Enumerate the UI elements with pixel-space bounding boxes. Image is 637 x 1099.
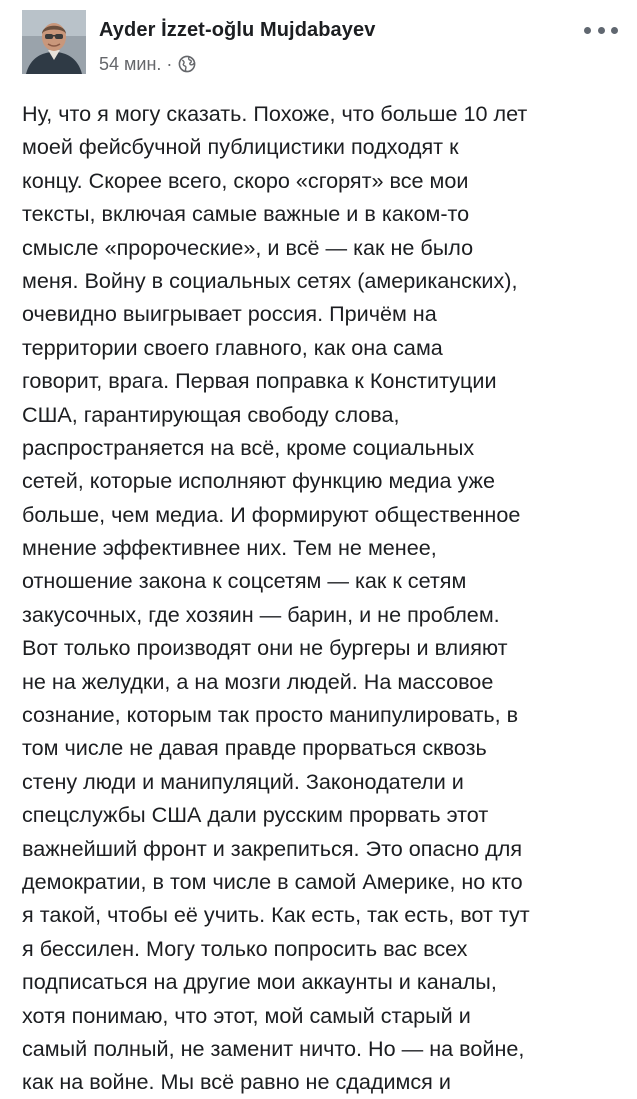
post-text-line: закусочных, где хозяин — барин, и не проблем. xyxy=(22,601,500,627)
post-text-line: территории своего главного, как она сама xyxy=(22,334,443,360)
post-text-line: спецслужбы США дали русским прорвать этот xyxy=(22,802,489,828)
post-text-line: Ну, что я могу сказать. Похоже, что больше 10 лет xyxy=(22,101,528,126)
post-text-line: подписаться на другие мои аккаунты и каналы, xyxy=(22,969,497,995)
post-text-line: хотя понимаю, что этот, мой самый старый и xyxy=(22,1002,471,1028)
globe-icon[interactable] xyxy=(178,55,196,73)
post-text-line: смысле «пророческие», и всё — как не было xyxy=(22,234,474,260)
post-meta xyxy=(99,52,196,76)
post-text-line: важнейший фронт и закрепиться. Это опасно для xyxy=(22,835,523,861)
post-text-line: тексты, включая самые важные и в каком-то xyxy=(22,201,470,227)
post-text-line: очевидно выигрывает россия. Причём на xyxy=(22,301,437,327)
post-text-line: распространяется на всё, кроме социальных xyxy=(22,434,475,460)
post-text-line: Вот только производят они не бургеры и влияют xyxy=(22,635,508,661)
post-text-line: больше, чем медиа. И формируют общественное xyxy=(22,501,521,527)
post-text-line: США, гарантирующая свободу слова, xyxy=(22,401,400,427)
author-avatar[interactable] xyxy=(22,10,86,74)
post-text-line: мнение эффективнее них. Тем не менее, xyxy=(22,535,437,561)
post-text-line: стену люди и манипуляций. Законодатели и xyxy=(22,768,464,794)
post-text-line: сетей, которые исполняют функцию медиа уже xyxy=(22,468,496,494)
post-text-line: не на желудки, а на мозги людей. На массовое xyxy=(22,668,494,694)
more-options-icon xyxy=(584,27,591,34)
post-text-line: концу. Скорее всего, скоро «сгорят» все мои xyxy=(22,167,469,193)
post-text-line: как на войне. Мы всё равно не сдадимся и xyxy=(22,1069,451,1095)
post-timestamp[interactable]: 54 мин. xyxy=(99,53,162,74)
post-text-line: моей фейсбучной публицистики подходят к xyxy=(22,134,459,160)
post-text-line: меня. Войну в социальных сетях (американских), xyxy=(22,267,518,293)
meta-separator: · xyxy=(166,53,173,74)
author-name[interactable]: Ayder İzzet-oğlu Mujdabayev xyxy=(99,19,376,41)
post-header xyxy=(0,0,637,90)
post-text-line: демократии, в том числе в самой Америке, но кто xyxy=(22,868,523,894)
more-options-icon xyxy=(611,27,618,34)
post-text-line: я такой, чтобы её учить. Как есть, так есть, вот тут xyxy=(22,902,530,928)
post-text xyxy=(22,97,632,1099)
more-options-icon xyxy=(598,27,605,34)
more-options-button[interactable] xyxy=(584,20,618,40)
post-text-line: самый полный, не заменит ничто. Но — на войне, xyxy=(22,1035,525,1061)
post-text-line: говорит, врага. Первая поправка к Конституции xyxy=(22,368,497,394)
post-text-line: сознание, которым так просто манипулировать, в xyxy=(22,702,519,728)
post-text-line: отношение закона к соцсетям — как к сетям xyxy=(22,568,467,594)
post-text-line: том числе не давая правде прорваться сквозь xyxy=(22,735,487,761)
avatar-photo xyxy=(22,10,86,74)
post-text-line: я бессилен. Могу только попросить вас всех xyxy=(22,935,468,961)
